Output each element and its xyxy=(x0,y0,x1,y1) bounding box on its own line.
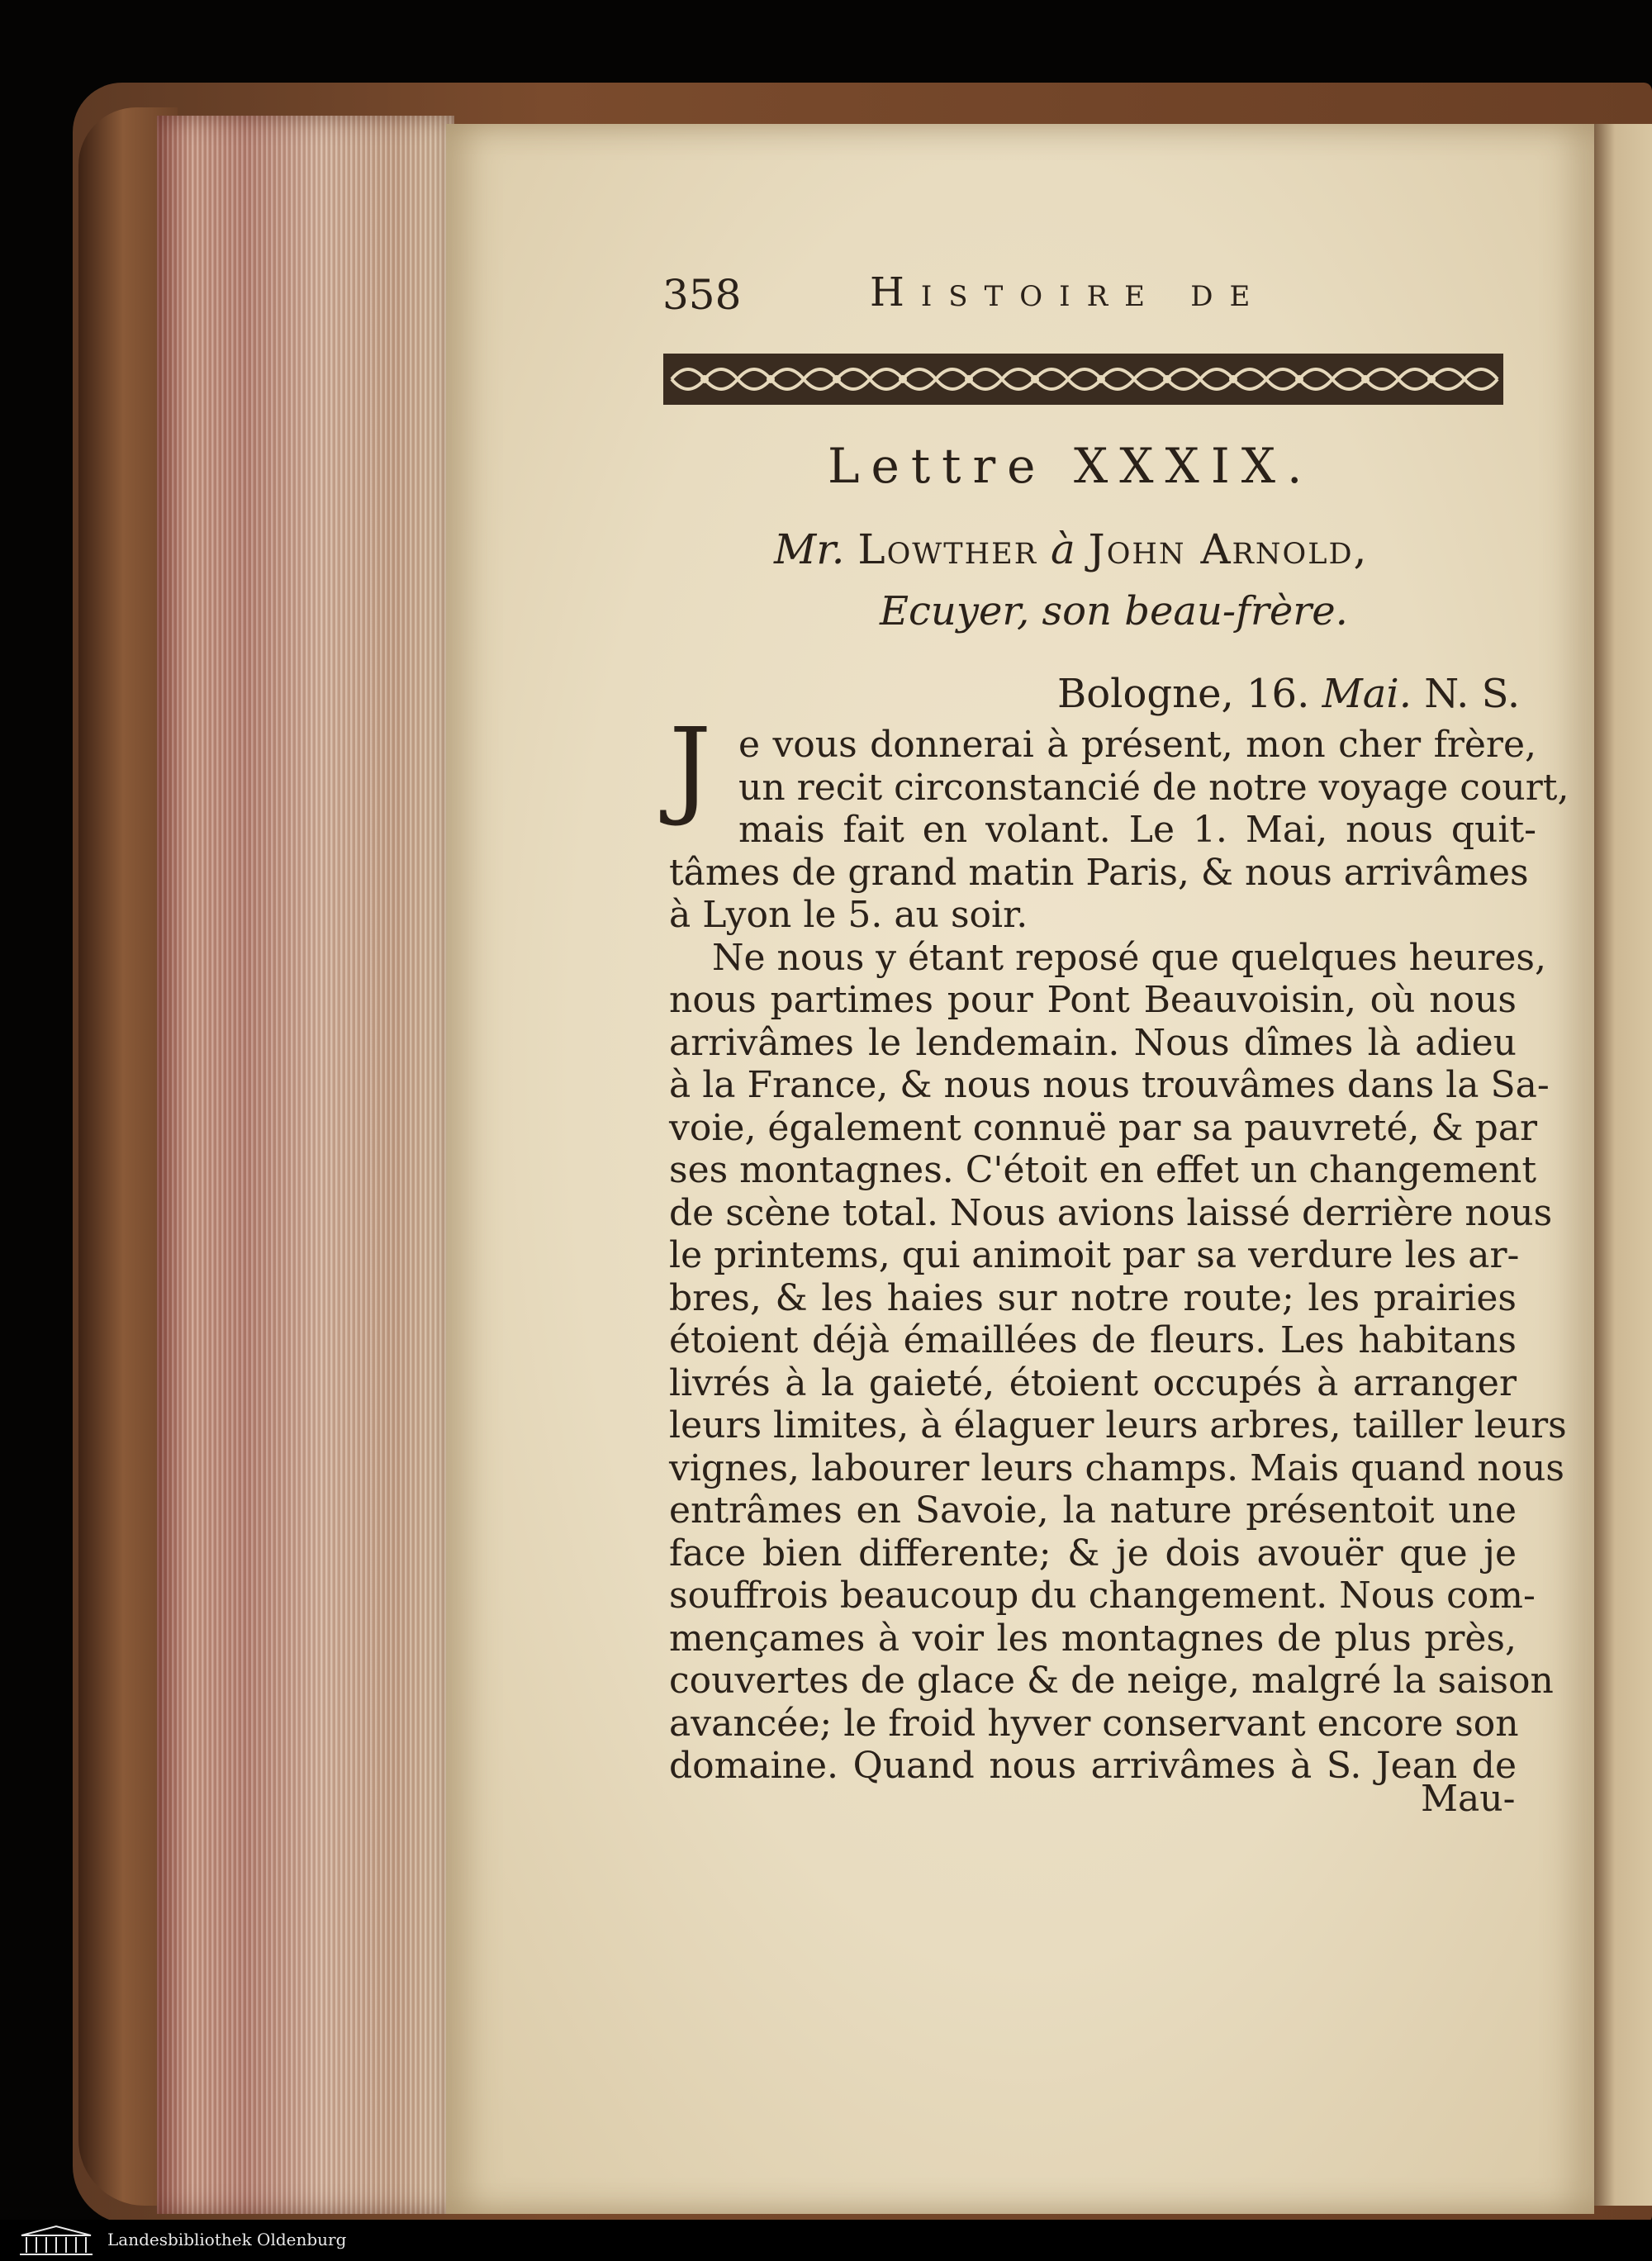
text-line: vignes, labourer leurs champs. Mais quand nous xyxy=(669,1446,1565,1489)
text-line: leurs limites, à élaguer leurs arbres, tailler leurs xyxy=(669,1404,1567,1446)
text-line: mais fait en volant. Le 1. Mai, nous quit- xyxy=(738,809,1536,851)
text-line: couvertes de glace & de neige, malgré la saison xyxy=(669,1660,1554,1702)
page-number: 358 xyxy=(662,271,742,319)
addressee-prefix: Mr. xyxy=(774,525,845,573)
text-line: domaine. Quand nous arrivâmes à S. Jean de xyxy=(669,1745,1517,1787)
text-line: Ne nous y étant reposé que quelques heures, xyxy=(712,936,1547,979)
addressee-line xyxy=(774,525,1368,573)
ornamental-border xyxy=(663,354,1503,405)
text-line: le printems, qui animoit par sa verdure les ar- xyxy=(669,1234,1520,1276)
text-line: entrâmes en Savoie, la nature présentoit une xyxy=(669,1489,1517,1532)
addressee-subtitle: Ecuyer, son beau-frère. xyxy=(880,588,1348,634)
text-line: étoient déjà émaillées de fleurs. Les habitans xyxy=(669,1319,1517,1361)
text-line: bres, & les haies sur notre route; les prairies xyxy=(669,1276,1517,1319)
library-building-icon xyxy=(15,2224,97,2257)
text-line: tâmes de grand matin Paris, & nous arrivâmes xyxy=(669,851,1529,894)
text-line: nous partimes pour Pont Beauvoisin, où nous xyxy=(669,979,1517,1021)
dateline-style: N. S. xyxy=(1424,671,1521,717)
running-head: Histoire de xyxy=(870,269,1267,316)
text-line: arrivâmes le lendemain. Nous dîmes là adieu xyxy=(669,1021,1517,1064)
addressee-connector: à xyxy=(1050,525,1075,573)
text-line: un recit circonstancié de notre voyage court, xyxy=(738,766,1569,809)
text-line: voie, également connuë par sa pauvreté, & par xyxy=(669,1106,1538,1149)
opposite-page-edge xyxy=(1590,124,1652,2206)
page-edges xyxy=(157,116,454,2214)
letter-title: Lettre XXXIX. xyxy=(828,438,1314,494)
text-line: livrés à la gaieté, étoient occupés à arranger xyxy=(669,1361,1517,1404)
text-line: de scène total. Nous avions laissé derrière nous xyxy=(669,1191,1553,1234)
text-line: à la France, & nous nous trouvâmes dans la Sa- xyxy=(669,1064,1550,1106)
text-line: face bien differente; & je dois avouër que je xyxy=(669,1532,1517,1575)
catchword: Mau- xyxy=(1421,1778,1516,1820)
dateline xyxy=(1057,671,1520,717)
text-line: mençames à voir les montagnes de plus près, xyxy=(669,1617,1517,1660)
imprint-label: Landesbibliothek Oldenburg xyxy=(107,2230,347,2249)
text-line: souffrois beaucoup du changement. Nous com- xyxy=(669,1575,1536,1617)
text-line: e vous donnerai à présent, mon cher frère, xyxy=(738,724,1536,766)
dateline-place: Bologne, 16. xyxy=(1057,671,1310,717)
text-line: à Lyon le 5. au soir. xyxy=(669,894,1028,936)
text-line: avancée; le froid hyver conservant encore son xyxy=(669,1702,1519,1745)
text-line: ses montagnes. C'étoit en effet un changement xyxy=(669,1149,1537,1191)
drop-cap: J xyxy=(669,706,712,829)
addressee-to: John Arnold, xyxy=(1088,525,1369,573)
dateline-month: Mai. xyxy=(1322,671,1412,717)
addressee-from: Lowther xyxy=(857,525,1038,573)
